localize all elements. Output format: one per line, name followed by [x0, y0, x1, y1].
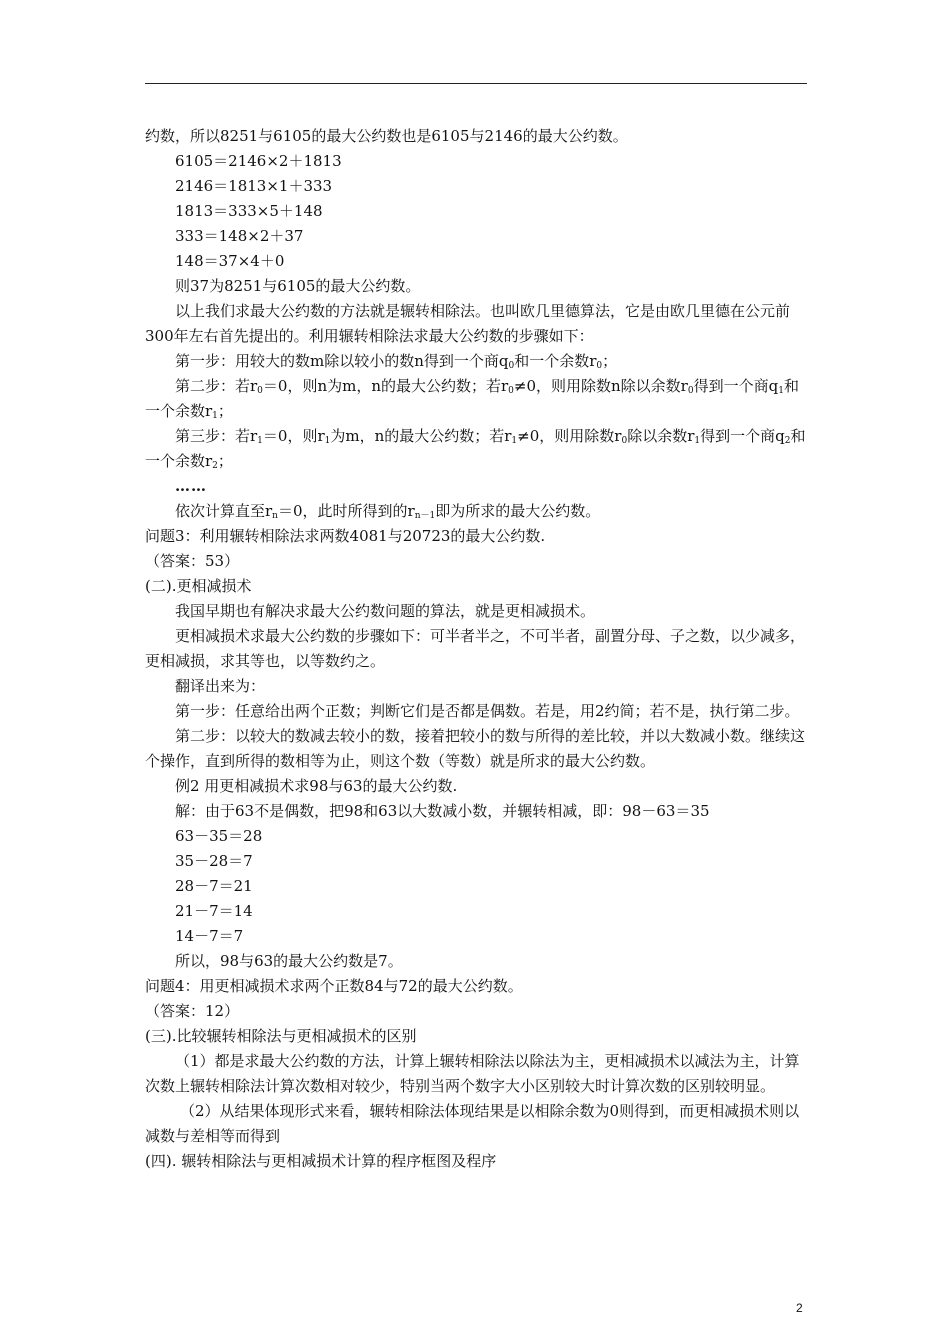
question-4: 问题4：用更相减损术求两个正数84与72的最大公约数。 — [145, 977, 523, 995]
document-body — [145, 124, 807, 1174]
equation: 21－7＝14 — [175, 902, 253, 920]
section-heading: (四). 辗转相除法与更相减损术计算的程序框图及程序 — [145, 1152, 497, 1170]
header-rule — [145, 83, 807, 84]
example-2: 例2 用更相减损术求98与63的最大公约数. — [175, 777, 458, 795]
paragraph: （1）都是求最大公约数的方法，计算上辗转相除法以除法为主，更相减损术以减法为主，计算次数上辗转相除法计算次数相对较少，特别当两个数字大小区别较大时计算次数的区别较明显。 — [145, 1052, 800, 1095]
page-number: 2 — [796, 1301, 803, 1315]
paragraph: 第一步：任意给出两个正数；判断它们是否都是偶数。若是，用2约简；若不是，执行第二步。 — [175, 702, 800, 720]
paragraph: 依次计算直至$r_n=0$，此时所得到的$r_{n-1}$即为所求的最大公约数。 — [175, 502, 601, 521]
equation: 35－28＝7 — [175, 852, 253, 870]
equation: 2146＝1813×1＋333 — [175, 177, 333, 195]
step-2: 第二步：若$r_0=0$，则n为m，n的最大公约数；若$r_0\ne 0$，则用除数n除以余数$r_0$得到一个商$q_1$和一个余数$r_1$； — [145, 377, 799, 421]
equation: 28－7＝21 — [175, 877, 253, 895]
paragraph: 则37为8251与6105的最大公约数。 — [175, 277, 421, 295]
question-3: 问题3：利用辗转相除法求两数4081与20723的最大公约数. — [145, 527, 546, 545]
equation: 63－35＝28 — [175, 827, 263, 845]
equation: 148＝37×4＋0 — [175, 252, 285, 270]
paragraph: 约数，所以8251与6105的最大公约数也是6105与2146的最大公约数。 — [145, 127, 628, 145]
paragraph: 解：由于63不是偶数，把98和63以大数减小数，并辗转相减，即：98－63＝35 — [175, 802, 710, 820]
equation: 14－7＝7 — [175, 927, 244, 945]
paragraph: 以上我们求最大公约数的方法就是辗转相除法。也叫欧几里德算法，它是由欧几里德在公元前300年左右首先提出的。利用辗转相除法求最大公约数的步骤如下： — [145, 302, 791, 345]
step-3: 第三步：若$r_1=0$，则$r_1$为m，n的最大公约数；若$r_1\ne 0$，则用除数$r_0$除以余数$r_1$得到一个商$q_2$和一个余数$r_2$； — [145, 427, 806, 471]
answer-4: （答案：12） — [145, 1002, 240, 1020]
paragraph: 我国早期也有解决求最大公约数问题的算法，就是更相减损术。 — [175, 602, 596, 620]
paragraph: 第二步：以较大的数减去较小的数，接着把较小的数与所得的差比较，并以大数减小数。继续这个操作，直到所得的数相等为止，则这个数（等数）就是所求的最大公约数。 — [145, 727, 806, 770]
step-1: 第一步：用较大的数m除以较小的数n得到一个商$q_0$和一个余数$r_0$； — [175, 352, 618, 371]
paragraph: （2）从结果体现形式来看，辗转相除法体现结果是以相除余数为0则得到，而更相减损术则以减数与差相等而得到 — [145, 1102, 800, 1145]
equation: 333＝148×2＋37 — [175, 227, 304, 245]
paragraph: 翻译出来为： — [175, 677, 266, 695]
equation: 6105＝2146×2＋1813 — [175, 152, 342, 170]
equation: 1813＝333×5＋148 — [175, 202, 323, 220]
ellipsis: …… — [175, 477, 207, 495]
section-heading: (三).比较辗转相除法与更相减损术的区别 — [145, 1027, 417, 1045]
paragraph: 更相减损术求最大公约数的步骤如下：可半者半之，不可半者，副置分母、子之数，以少减多，更相减损，求其等也，以等数约之。 — [145, 627, 806, 670]
section-heading: (二).更相减损术 — [145, 577, 252, 595]
answer-3: （答案：53） — [145, 552, 240, 570]
paragraph: 所以，98与63的最大公约数是7。 — [175, 952, 403, 970]
